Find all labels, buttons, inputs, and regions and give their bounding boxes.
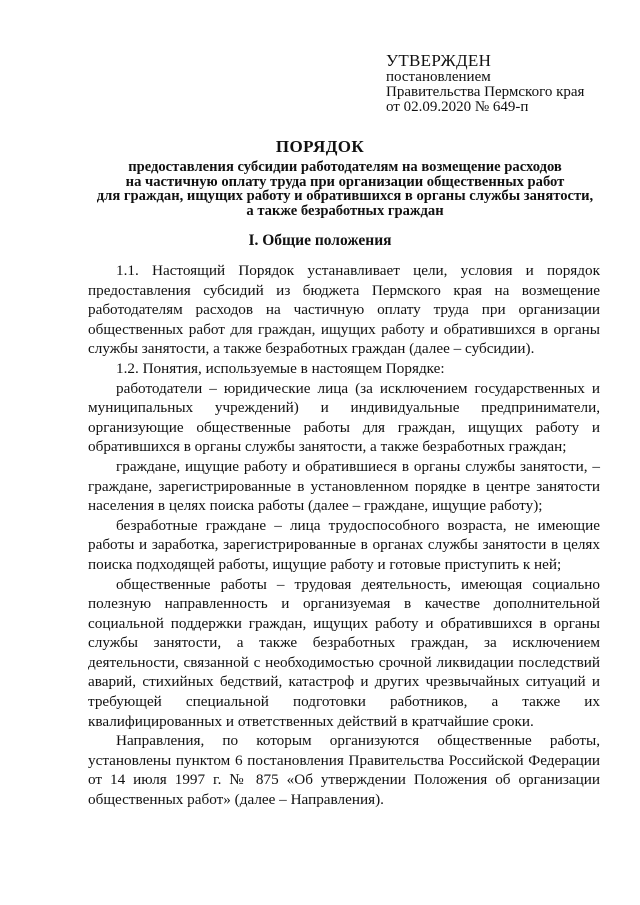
approval-stamp (386, 52, 626, 115)
document-subtitle (80, 160, 610, 218)
definition-unemployed: безработные граждане – лица трудоспособного возраста, не имеющие работы и заработка, зарегистрированные в органах службы занятости в целях поиска подходящей работы, ищущие работу и готовые приступить к ней; (88, 516, 600, 573)
approval-line-decree: постановлением (386, 69, 491, 85)
subtitle-line: для граждан, ищущих работу и обратившихся в органы службы занятости, (96, 188, 594, 204)
definition-public-works: общественные работы – трудовая деятельность, имеющая социально полезную направленность и организуемая в качестве дополнительной социальной поддержки граждан, ищущих работу и обратившихся в органы службы занятости, а также безработных граждан, за исключением деятельности, связанной с необходимостью срочной ликвидации последствий аварий, стихийных бедствий, катастроф и других чрезвычайных ситуаций и требующей специальной подготовки работников, а также их квалифицированных и ответственных действий в кратчайшие сроки. (88, 575, 600, 730)
document-body (88, 261, 600, 810)
section-heading: I. Общие положения (248, 232, 392, 249)
paragraph-1-1: 1.1. Настоящий Порядок устанавливает цели, условия и порядок предоставления субсидий из бюджета Пермского края на возмещение работодателям расходов на частичную оплату труда при организации общественных работ для граждан, ищущих работу и обратившихся в органы службы занятости, а также безработных граждан (далее – субсидии). (88, 262, 600, 358)
subtitle-line: предоставления субсидии работодателям на возмещение расходов (128, 159, 562, 175)
paragraph-directions: Направления, по которым организуются общественные работы, установлены пунктом 6 постановления Правительства Российской Федерации от 14 июля 1997 г. № 875 «Об утверждении Положения об организации общественных работ» (далее – Направления). (88, 732, 600, 809)
definition-job-seekers: граждане, ищущие работу и обратившиеся в органы службы занятости, – граждане, зарегистрированные в установленном порядке в центре занятости населения в целях поиска работы (далее – граждане, ищущие работу); (88, 457, 600, 515)
subtitle-line: а также безработных граждан (246, 202, 444, 219)
subtitle-line: на частичную оплату труда при организации общественных работ (125, 173, 565, 190)
document-title: ПОРЯДОК (275, 137, 365, 156)
definition-employers: работодатели – юридические лица (за исключением государственных и муниципальных учреждений) и индивидуальные предприниматели, организующие общественные работы для граждан, ищущих работу и обратившихся в органы службы занятости, а также безработных граждан; (88, 379, 600, 456)
approval-heading: УТВЕРЖДЕН (386, 51, 492, 70)
paragraph-1-2: 1.2. Понятия, используемые в настоящем Порядке: (116, 359, 445, 377)
approval-line-government: Правительства Пермского края (386, 84, 585, 100)
approval-line-date-number: от 02.09.2020 № 649-п (386, 99, 529, 115)
